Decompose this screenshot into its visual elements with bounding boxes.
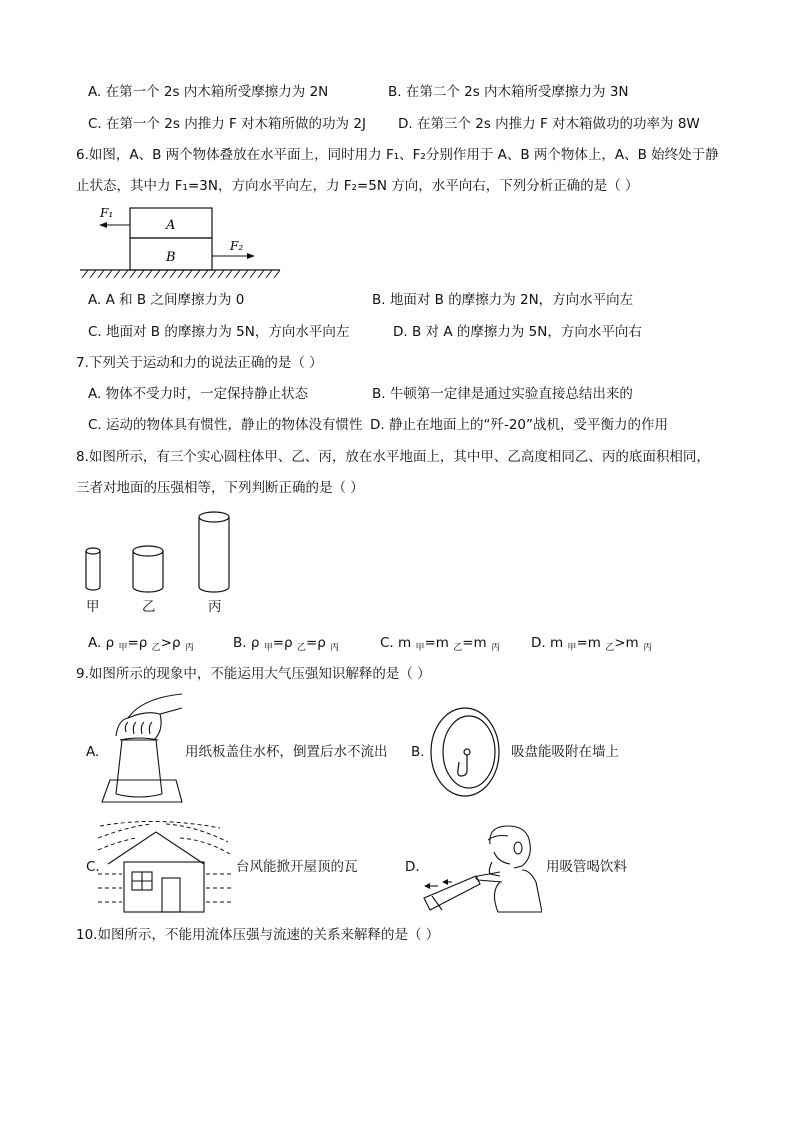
q9-cup-paper-figure	[98, 690, 184, 808]
q8-option-b: B. ρ $_甲$=ρ $_乙$=ρ $_丙$	[233, 635, 340, 653]
cylinder-yi	[133, 546, 163, 592]
q6-stem-line1: 6.如图，A、B 两个物体叠放在水平面上，同时用力 F₁、F₂分别作用于 A、B 两个物体上，A、B 始终处于静	[76, 147, 719, 163]
label-yi: 乙	[142, 599, 156, 615]
q6-option-a: A. A 和 B 之间摩擦力为 0	[88, 292, 245, 308]
q9-stem: 9.如图所示的现象中，不能运用大气压强知识解释的是（ ）	[76, 666, 431, 682]
label-f2: F₂	[230, 239, 244, 253]
q5-option-d: D. 在第三个 2s 内推力 F 对木箱做功的功率为 8W	[398, 116, 700, 132]
q8-cylinders-figure	[78, 508, 248, 620]
q8-stem-line1: 8.如图所示，有三个实心圆柱体甲、乙、丙，放在水平地面上，其中甲、乙高度相同乙、丙的底面积相同，	[76, 449, 710, 465]
q8-option-d: D. m $_甲$=m $_乙$>m $_丙$	[531, 635, 652, 653]
q7-option-b: B. 牛顿第一定律是通过实验直接总结出来的	[372, 386, 633, 402]
label-jia: 甲	[86, 599, 100, 615]
q9-option-a-letter: A.	[86, 744, 100, 760]
q9-option-c-text: 台风能掀开屋顶的瓦	[236, 859, 358, 875]
q8-option-a: A. ρ $_甲$=ρ $_乙$>ρ $_丙$	[88, 635, 194, 653]
cylinder-bing	[199, 512, 229, 592]
q9-option-b-letter: B.	[411, 744, 425, 760]
q9-straw-drinking-figure	[418, 822, 542, 914]
q9-option-a-text: 用纸板盖住水杯，倒置后水不流出	[185, 744, 388, 760]
q5-option-a: A. 在第一个 2s 内木箱所受摩擦力为 2N	[88, 84, 329, 100]
q9-option-d-letter: D.	[405, 859, 420, 875]
cylinder-jia	[86, 548, 100, 590]
q7-option-c: C. 运动的物体具有惯性，静止的物体没有惯性	[88, 417, 363, 433]
q6-option-b: B. 地面对 B 的摩擦力为 2N，方向水平向左	[372, 292, 634, 308]
q7-stem: 7.下列关于运动和力的说法正确的是（ ）	[76, 355, 323, 371]
q5-option-c: C. 在第一个 2s 内推力 F 对木箱所做的功为 2J	[88, 116, 366, 132]
q10-stem: 10.如图所示，不能用流体压强与流速的关系来解释的是（ ）	[76, 927, 440, 943]
q9-option-b-text: 吸盘能吸附在墙上	[511, 744, 619, 760]
label-a: A	[166, 218, 176, 233]
q6-stem-line2: 止状态，其中力 F₁=3N，方向水平向左，力 F₂=5N 方向，水平向右，下列分析正确的是（ ）	[76, 178, 639, 194]
q8-stem-line2: 三者对地面的压强相等，下列判断正确的是（ ）	[76, 480, 364, 496]
ground-hatch	[82, 270, 280, 278]
q9-option-c-letter: C.	[86, 859, 100, 875]
q6-option-d: D. B 对 A 的摩擦力为 5N，方向水平向右	[393, 324, 642, 340]
label-bing: 丙	[208, 599, 222, 615]
label-b: B	[166, 250, 176, 265]
q9-option-d-text: 用吸管喝饮料	[546, 859, 627, 875]
q7-option-d: D. 静止在地面上的“歼-20”战机，受平衡力的作用	[370, 417, 669, 433]
q5-option-b: B. 在第二个 2s 内木箱所受摩擦力为 3N	[388, 84, 629, 100]
q9-house-wind-figure	[96, 818, 234, 914]
label-f1: F₁	[100, 206, 114, 220]
q6-stacked-blocks-figure	[78, 202, 283, 282]
q9-suction-cup-figure	[425, 704, 507, 800]
q6-option-c: C. 地面对 B 的摩擦力为 5N，方向水平向左	[88, 324, 350, 340]
q8-option-c: C. m $_甲$=m $_乙$=m $_丙$	[380, 635, 501, 653]
q7-option-a: A. 物体不受力时，一定保持静止状态	[88, 386, 309, 402]
